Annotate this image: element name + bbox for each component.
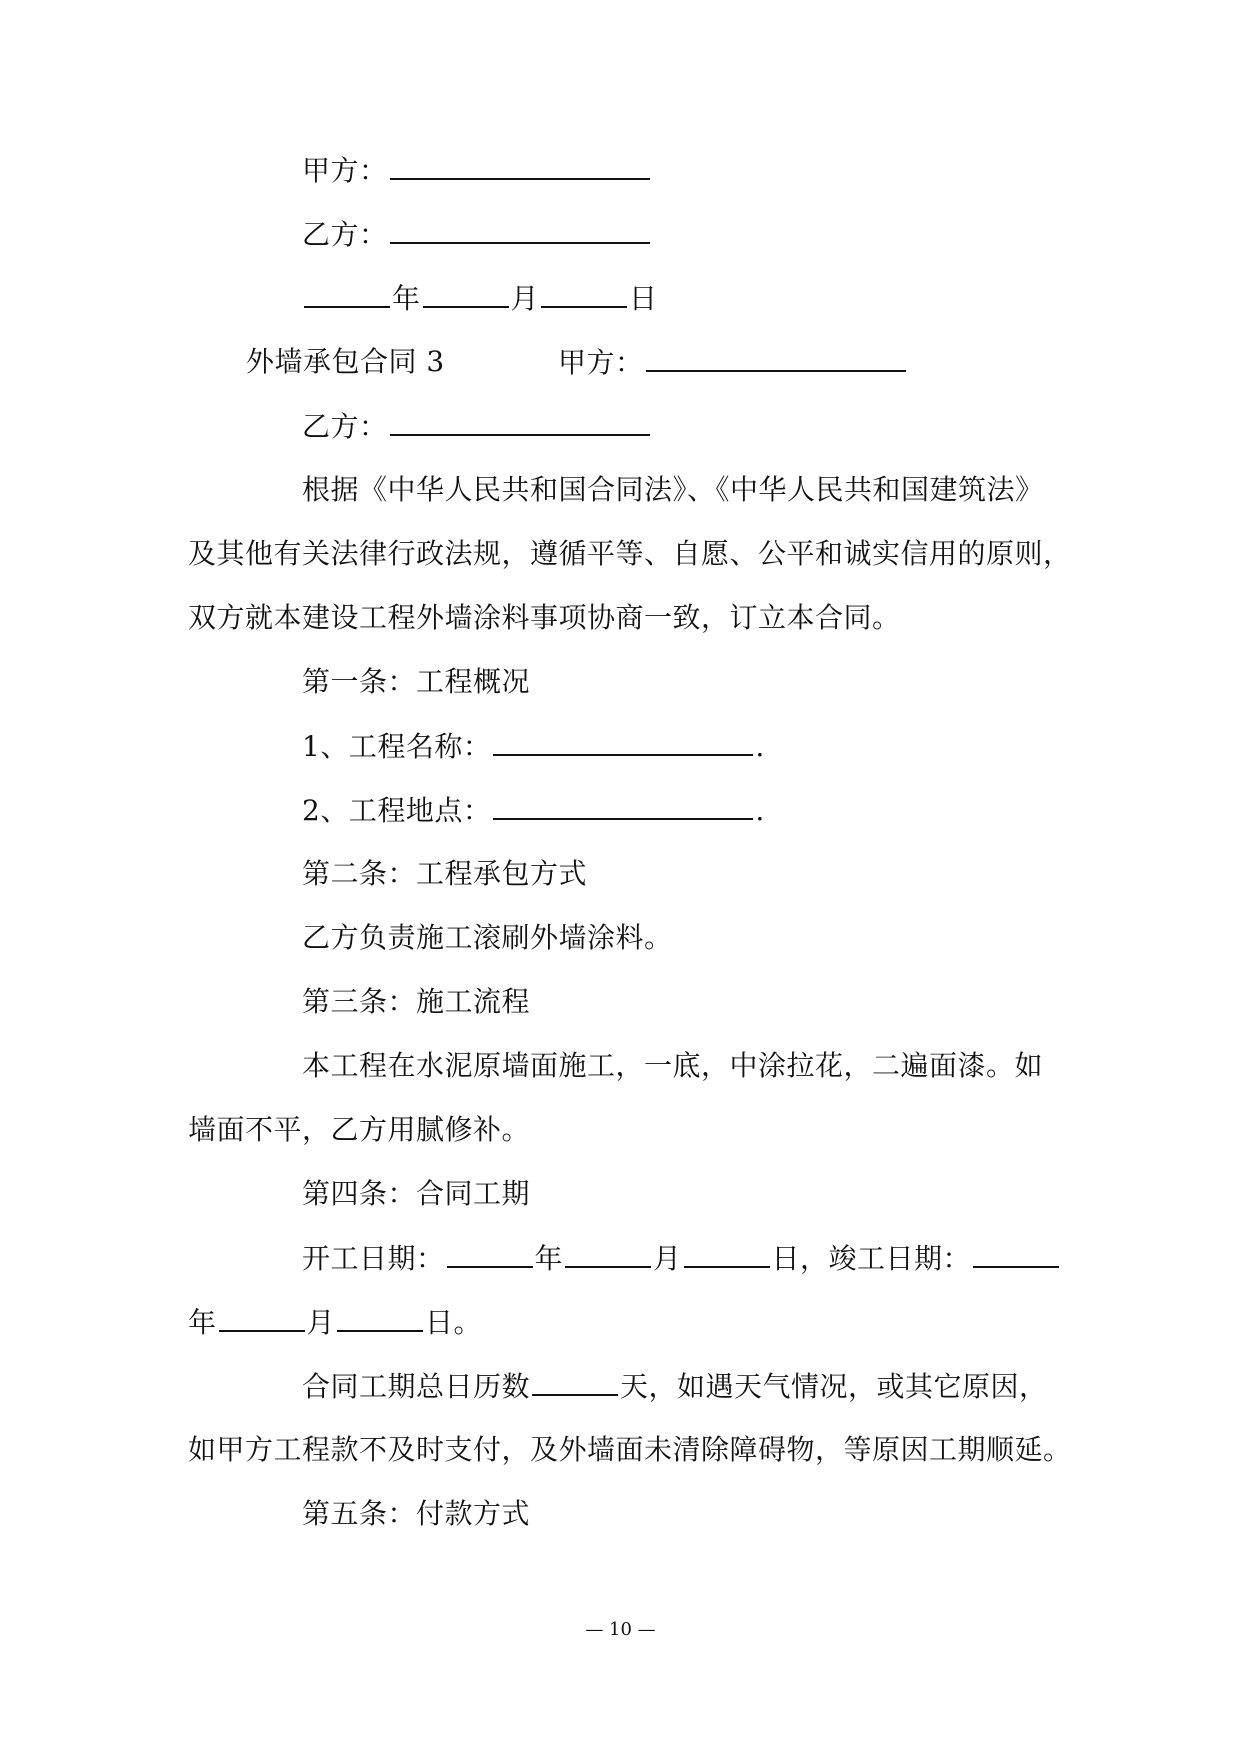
- article-2-text: 乙方负责施工滚刷外墙涂料。: [302, 921, 673, 954]
- start-day-blank: [684, 1238, 770, 1268]
- start-month-blank: [565, 1238, 651, 1268]
- start-month-label: 月: [653, 1242, 682, 1275]
- party-b-blank-2: [390, 406, 650, 436]
- signing-date-line: [302, 278, 658, 319]
- preamble-line-3: 双方就本建设工程外墙涂料事项协商一致，订立本合同。: [188, 601, 901, 634]
- project-name-label: 1、工程名称：: [302, 730, 492, 763]
- start-year-blank: [447, 1238, 533, 1268]
- article-3-text-1: 本工程在水泥原墙面施工，一底，中涂拉花，二遍面漆。如: [302, 1049, 1044, 1082]
- completion-date-label: 日，竣工日期：: [771, 1242, 972, 1275]
- duration-line-2: 如甲方工程款不及时支付，及外墙面未清除障碍物，等原因工期顺延。: [188, 1433, 1072, 1466]
- page-number: — 10 —: [585, 1619, 656, 1640]
- contract-title-line: [246, 342, 445, 382]
- party-b-line-2: [302, 406, 652, 447]
- party-a-label: 甲方：: [302, 154, 388, 187]
- project-name-line: [302, 726, 765, 767]
- month-blank: [423, 278, 509, 308]
- start-year-label: 年: [534, 1242, 564, 1275]
- project-location-line: [302, 790, 765, 831]
- period-mark: .: [755, 730, 765, 763]
- work-dates-line-1: [302, 1238, 1061, 1279]
- project-location-blank: [493, 790, 753, 820]
- completion-day-blank: [337, 1302, 423, 1332]
- day-label: 日: [629, 282, 658, 315]
- article-3-heading: 第三条：施工流程: [302, 985, 531, 1018]
- party-b-blank: [390, 214, 650, 244]
- duration-line-1: [302, 1366, 1048, 1407]
- party-a-line: [302, 150, 652, 191]
- completion-year-label: 年: [188, 1306, 217, 1339]
- completion-day-label: 日。: [425, 1306, 483, 1339]
- article-4-heading: 第四条：合同工期: [302, 1177, 531, 1210]
- period-mark: .: [755, 794, 765, 827]
- preamble-line-2: 及其他有关法律行政法规，遵循平等、自愿、公平和诚实信用的原则，: [188, 537, 1072, 570]
- month-label: 月: [510, 282, 540, 315]
- year-label: 年: [392, 282, 421, 315]
- project-location-label: 2、工程地点：: [302, 794, 492, 827]
- completion-month-label: 月: [306, 1306, 336, 1339]
- duration-label: 合同工期总日历数: [302, 1370, 531, 1403]
- party-b-line: [302, 214, 652, 255]
- completion-month-blank: [219, 1302, 305, 1332]
- project-name-blank: [493, 726, 753, 756]
- party-a-line-2: [558, 342, 908, 383]
- party-a-blank: [390, 150, 650, 180]
- day-blank: [541, 278, 627, 308]
- party-b-label-2: 乙方：: [302, 410, 388, 443]
- party-b-label: 乙方：: [302, 218, 388, 251]
- start-date-label: 开工日期：: [302, 1242, 445, 1275]
- party-a-blank-2: [646, 342, 906, 372]
- article-2-heading: 第二条：工程承包方式: [302, 857, 588, 890]
- article-5-heading: 第五条：付款方式: [302, 1497, 531, 1530]
- duration-blank: [532, 1366, 618, 1396]
- work-dates-line-2: [188, 1302, 482, 1343]
- completion-year-blank: [973, 1238, 1059, 1268]
- contract-title: 外墙承包合同 3: [246, 345, 445, 378]
- preamble-line-1: 根据《中华人民共和国合同法》、《中华人民共和国建筑法》: [302, 473, 1044, 506]
- article-1-heading: 第一条：工程概况: [302, 665, 531, 698]
- party-a-label-2: 甲方：: [558, 346, 644, 379]
- article-3-text-2: 墙面不平，乙方用腻修补。: [188, 1113, 531, 1146]
- year-blank: [304, 278, 390, 308]
- duration-text: 天，如遇天气情况，或其它原因，: [620, 1370, 1048, 1403]
